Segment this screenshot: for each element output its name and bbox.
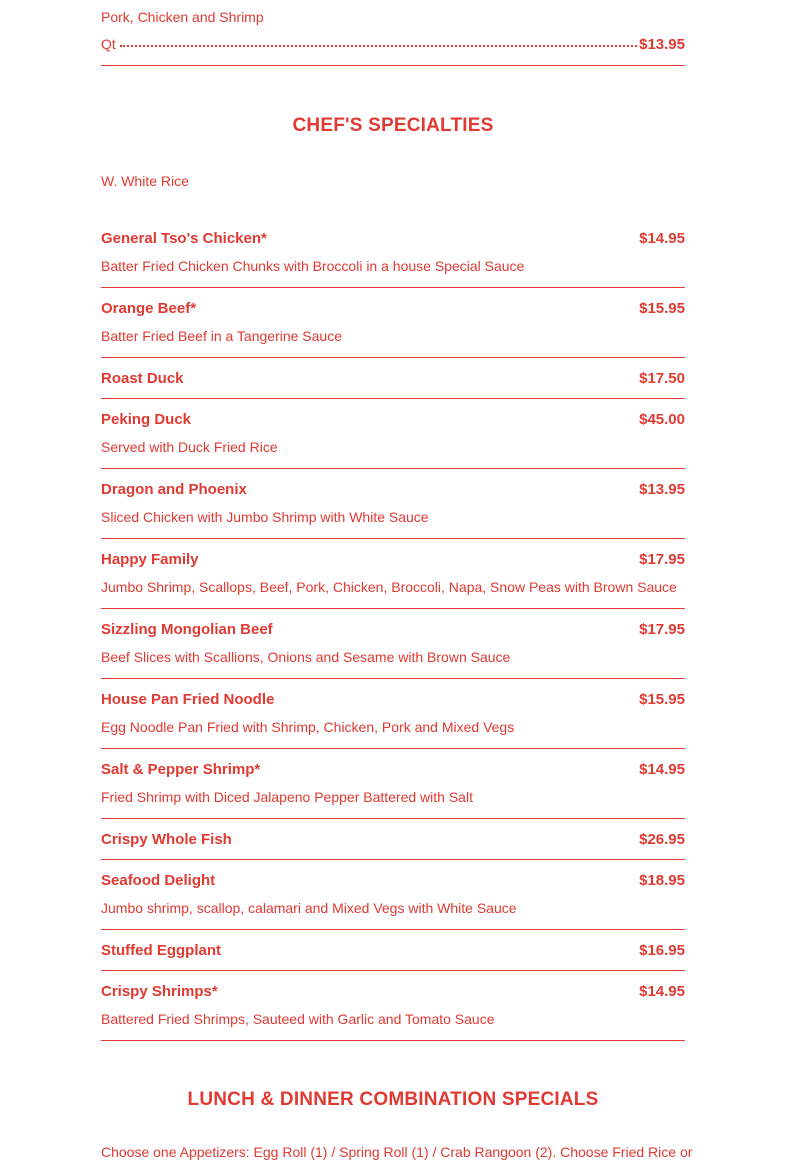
section-title-lunch-dinner: LUNCH & DINNER COMBINATION SPECIALS (187, 1089, 599, 1110)
menu-item-name: Crispy Whole Fish (101, 831, 232, 848)
menu-item-description: Beef Slices with Scallions, Onions and Sesame with Brown Sauce (101, 649, 511, 665)
menu-item (101, 749, 685, 819)
menu-item (101, 930, 685, 971)
menu-item-name: Orange Beef* (101, 300, 197, 317)
menu-item-name: Seafood Delight (101, 872, 216, 889)
top-item-price: $13.95 (639, 36, 685, 53)
menu-item-description: Jumbo Shrimp, Scallops, Beef, Pork, Chicken, Broccoli, Napa, Snow Peas with Brown Sauce (101, 579, 677, 595)
menu-item (101, 609, 685, 679)
menu-item-list (101, 218, 685, 1041)
menu-item-price: $18.95 (639, 872, 685, 889)
menu-item (101, 218, 685, 288)
menu-item-price: $16.95 (639, 942, 685, 959)
menu-item (101, 399, 685, 469)
menu-item-price: $14.95 (639, 761, 685, 778)
menu-item-description: Batter Fried Chicken Chunks with Broccoli in a house Special Sauce (101, 258, 525, 274)
menu-item (101, 288, 685, 358)
menu-item-description: Fried Shrimp with Diced Jalapeno Pepper Battered with Salt (101, 789, 473, 805)
menu-item-price: $17.50 (639, 370, 685, 387)
menu-item-description: Batter Fried Beef in a Tangerine Sauce (101, 328, 343, 344)
combination-instructions: Choose one Appetizers: Egg Roll (1) / Spring Roll (1) / Crab Rangoon (2). Choose Fried Rice or (101, 1144, 693, 1160)
top-item-price-row (101, 35, 685, 57)
top-item-description: Pork, Chicken and Shrimp (101, 9, 264, 25)
dotted-leader (120, 33, 637, 47)
menu-item-price: $14.95 (639, 983, 685, 1000)
menu-item (101, 358, 685, 399)
menu-item-price: $45.00 (639, 411, 685, 428)
menu-item (101, 971, 685, 1041)
menu-item-name: General Tso's Chicken* (101, 230, 267, 247)
menu-item-price: $14.95 (639, 230, 685, 247)
menu-item (101, 469, 685, 539)
menu-item (101, 539, 685, 609)
menu-item-price: $17.95 (639, 551, 685, 568)
menu-item-price: $13.95 (639, 481, 685, 498)
menu-item-price: $26.95 (639, 831, 685, 848)
menu-item (101, 679, 685, 749)
top-item-size-label: Qt (101, 36, 116, 52)
menu-item-name: Peking Duck (101, 411, 192, 428)
menu-item-name: Crispy Shrimps* (101, 983, 218, 1000)
menu-item-name: Sizzling Mongolian Beef (101, 621, 273, 638)
menu-item-price: $15.95 (639, 300, 685, 317)
menu-item-name: Stuffed Eggplant (101, 942, 221, 959)
section-title-chefs-specialties: CHEF'S SPECIALTIES (292, 115, 494, 136)
menu-item-description: Battered Fried Shrimps, Sauteed with Garlic and Tomato Sauce (101, 1011, 495, 1027)
menu-item-name: Happy Family (101, 551, 199, 568)
menu-item-price: $15.95 (639, 691, 685, 708)
divider (101, 65, 685, 66)
menu-item (101, 860, 685, 930)
menu-item-name: Roast Duck (101, 370, 184, 387)
menu-item-price: $17.95 (639, 621, 685, 638)
menu-item-description: Jumbo shrimp, scallop, calamari and Mixed Vegs with White Sauce (101, 900, 517, 916)
section-note: W. White Rice (101, 173, 189, 189)
menu-item-description: Egg Noodle Pan Fried with Shrimp, Chicken, Pork and Mixed Vegs (101, 719, 515, 735)
menu-item-name: House Pan Fried Noodle (101, 691, 275, 708)
menu-item-description: Sliced Chicken with Jumbo Shrimp with White Sauce (101, 509, 429, 525)
menu-item-name: Dragon and Phoenix (101, 481, 247, 498)
menu-item-name: Salt & Pepper Shrimp* (101, 761, 261, 778)
menu-item (101, 819, 685, 860)
menu-item-description: Served with Duck Fried Rice (101, 439, 278, 455)
